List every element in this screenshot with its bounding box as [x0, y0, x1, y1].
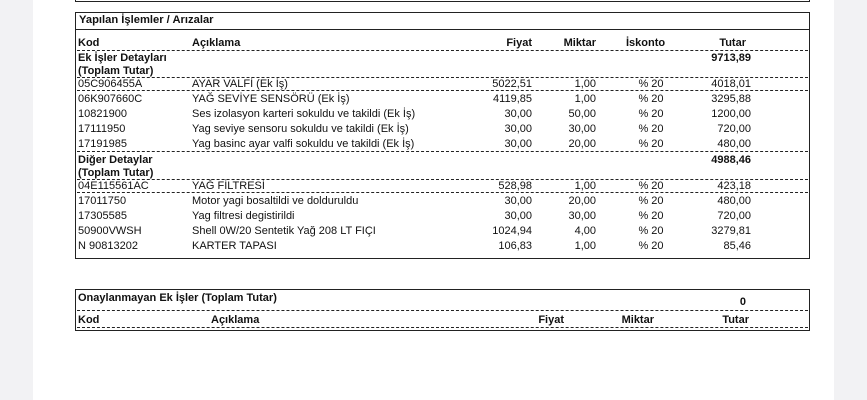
cell-iskonto: % 20 — [638, 108, 664, 120]
row-divider — [77, 192, 808, 193]
cell-aciklama: AYAR VALFİ (Ek İş) — [192, 78, 288, 90]
group-title: Diğer Detaylar — [78, 154, 153, 166]
cell-miktar: 1,00 — [574, 93, 596, 105]
table-row — [76, 123, 809, 136]
cell-aciklama: YAĞ FİLTRESİ — [192, 180, 265, 192]
cell-fiyat: 5022,51 — [492, 78, 532, 90]
cell-kod: 17191985 — [78, 138, 127, 150]
row-divider — [77, 90, 808, 91]
cell-kod: 04E115561AC — [78, 180, 149, 192]
cell-aciklama: Motor yagi bosaltildi ve dolduruldu — [192, 195, 359, 207]
table-row — [76, 108, 809, 121]
cell-tutar: 480,00 — [717, 195, 751, 207]
group-subtitle: (Toplam Tutar) — [78, 167, 154, 179]
cell-tutar: 4018,01 — [711, 78, 751, 90]
section-title: Yapılan İşlemler / Arızalar — [79, 14, 214, 26]
cell-miktar: 30,00 — [568, 123, 596, 135]
cell-iskonto: % 20 — [638, 195, 664, 207]
cell-aciklama: Yag seviye sensoru sokuldu ve takildi (Ek İş) — [192, 123, 409, 135]
cell-kod: 17305585 — [78, 210, 127, 222]
cell-fiyat: 1024,94 — [492, 225, 532, 237]
cell-fiyat: 528,98 — [498, 180, 532, 192]
group-total: 4988,46 — [711, 154, 751, 166]
cell-fiyat: 30,00 — [504, 195, 532, 207]
unapproved-header-tutar: Tutar — [722, 314, 749, 326]
cell-iskonto: % 20 — [638, 180, 664, 192]
cell-aciklama: KARTER TAPASI — [192, 240, 277, 252]
table-row — [76, 225, 809, 238]
group-subtitle: (Toplam Tutar) — [78, 65, 154, 77]
cell-iskonto: % 20 — [638, 210, 664, 222]
table-row — [76, 195, 809, 208]
unapproved-header-fiyat: Fiyat — [538, 314, 564, 326]
cell-fiyat: 4119,85 — [493, 93, 532, 105]
cell-miktar: 1,00 — [574, 180, 596, 192]
cell-iskonto: % 20 — [638, 240, 664, 252]
cell-aciklama: Yag filtresi degistirildi — [192, 210, 295, 222]
title-divider — [76, 29, 809, 30]
cell-tutar: 423,18 — [717, 180, 751, 192]
cell-iskonto: % 20 — [638, 225, 664, 237]
unapproved-section — [75, 289, 810, 331]
header-iskonto: İskonto — [626, 37, 666, 49]
cell-kod: 06K907660C — [78, 93, 143, 105]
cell-fiyat: 106,83 — [498, 240, 532, 252]
table-row — [76, 93, 809, 106]
cell-kod: 17011750 — [78, 195, 127, 207]
document-page — [33, 0, 834, 400]
group-total: 9713,89 — [711, 52, 751, 64]
header-aciklama: Açıklama — [192, 37, 241, 49]
cell-iskonto: % 20 — [638, 123, 664, 135]
cell-tutar: 85,46 — [723, 240, 751, 252]
table-row — [76, 210, 809, 223]
cell-tutar: 1200,00 — [711, 108, 751, 120]
unapproved-total: 0 — [739, 296, 746, 308]
cell-miktar: 50,00 — [568, 108, 596, 120]
cell-fiyat: 30,00 — [504, 123, 532, 135]
unapproved-header-kod: Kod — [78, 314, 100, 326]
cell-miktar: 4,00 — [574, 225, 596, 237]
header-kod: Kod — [78, 37, 100, 49]
cell-aciklama: YAĞ SEVİYE SENSÖRÜ (Ek İş) — [192, 93, 350, 105]
cell-tutar: 720,00 — [717, 210, 751, 222]
cell-miktar: 20,00 — [568, 138, 596, 150]
header-tutar: Tutar — [719, 37, 746, 49]
cell-kod: 50900VWSH — [78, 225, 142, 237]
table-row — [76, 138, 809, 151]
cell-tutar: 720,00 — [717, 123, 751, 135]
unapproved-header-divider — [77, 327, 808, 328]
cell-iskonto: % 20 — [638, 93, 664, 105]
cell-kod: 10821900 — [78, 108, 127, 120]
processes-section — [75, 12, 810, 259]
header-fiyat: Fiyat — [506, 37, 532, 49]
previous-section-box — [75, 0, 810, 2]
cell-iskonto: % 20 — [638, 138, 664, 150]
table-row — [76, 240, 809, 253]
cell-kod: 05C906455A — [78, 78, 143, 90]
cell-kod: 17111950 — [78, 123, 126, 135]
cell-iskonto: % 20 — [638, 78, 664, 90]
group-title: Ek İşler Detayları — [78, 52, 167, 64]
unapproved-title: Onaylanmayan Ek İşler (Toplam Tutar) — [78, 292, 277, 304]
cell-tutar: 480,00 — [717, 138, 751, 150]
unapproved-header-miktar: Miktar — [621, 314, 654, 326]
header-divider — [77, 50, 808, 51]
unapproved-title-divider — [77, 310, 808, 311]
cell-tutar: 3295,88 — [711, 93, 751, 105]
cell-kod: N 90813202 — [78, 240, 138, 252]
cell-fiyat: 30,00 — [504, 108, 532, 120]
cell-fiyat: 30,00 — [504, 138, 532, 150]
header-miktar: Miktar — [563, 37, 596, 49]
cell-miktar: 30,00 — [568, 210, 596, 222]
cell-miktar: 20,00 — [568, 195, 596, 207]
cell-miktar: 1,00 — [574, 78, 596, 90]
cell-fiyat: 30,00 — [504, 210, 532, 222]
cell-aciklama: Ses izolasyon karteri sokuldu ve takildi (Ek İş) — [192, 108, 416, 120]
group-end-divider — [77, 151, 808, 152]
cell-aciklama: Shell 0W/20 Sentetik Yağ 208 LT FIÇI — [192, 225, 376, 237]
unapproved-header-aciklama: Açıklama — [211, 314, 260, 326]
cell-aciklama: Yag basinc ayar valfi sokuldu ve takildi (Ek İş) — [192, 138, 415, 150]
cell-miktar: 1,00 — [574, 240, 596, 252]
cell-tutar: 3279,81 — [711, 225, 751, 237]
